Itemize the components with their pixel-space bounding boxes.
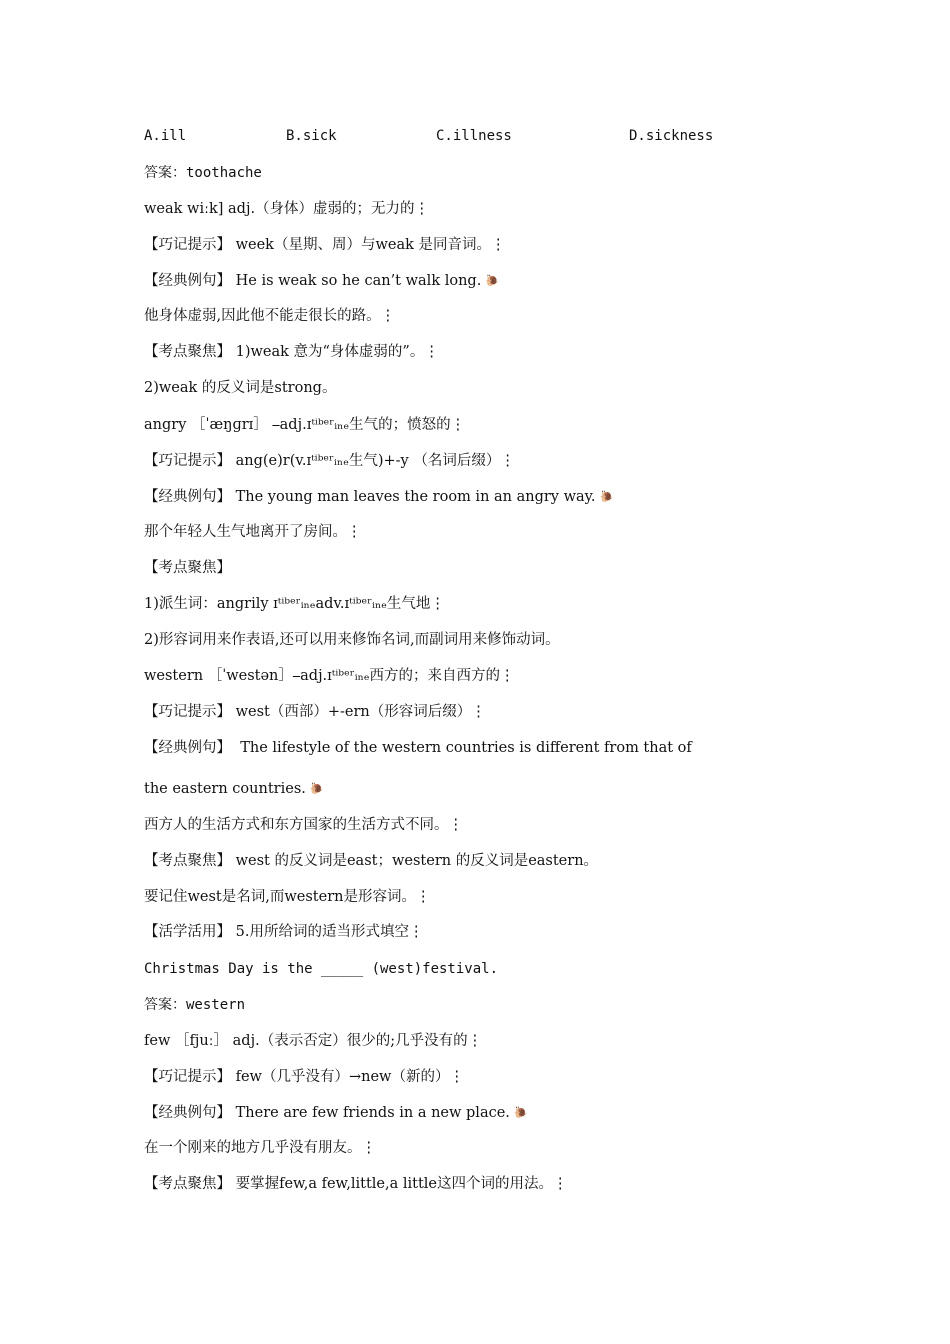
vocab-entry-western: western ［ˈwestən］⎯adj.ɪᵗⁱᵇᵉʳᵢₙₑ西方的；来自西方的⋮ — [144, 668, 515, 684]
option-d: D.sickness — [629, 128, 714, 144]
key-point: 【考点聚焦】 west 的反义词是east；western 的反义词是eastern。 — [144, 853, 599, 869]
example-mark-icon: 🐌 — [309, 782, 324, 795]
answer-line: 答案：toothache — [144, 165, 262, 181]
option-b: B.sick — [286, 128, 337, 144]
key-point: 【考点聚焦】 1)weak 意为“身体虚弱的”。⋮ — [144, 344, 439, 360]
example-sentence: 【经典例句】 The lifestyle of the western countries is different from that of — [144, 740, 692, 756]
memory-tip: 【巧记提示】 ang(e)r(v.ɪᵗⁱᵇᵉʳᵢₙₑ生气)+-y （名词后缀）⋮ — [144, 453, 515, 469]
translation: 西方人的生活方式和东方国家的生活方式不同。⋮ — [144, 817, 463, 833]
vocab-entry-angry: angry ［ˈæŋɡrɪ］ ⎯adj.ɪᵗⁱᵇᵉʳᵢₙₑ生气的；愤怒的⋮ — [144, 417, 466, 433]
memory-tip: 【巧记提示】 west（西部）+-ern（形容词后缀）⋮ — [144, 704, 486, 720]
option-c: C.illness — [436, 128, 512, 144]
example-text: 【经典例句】 He is weak so he can’t walk long. — [144, 273, 482, 289]
example-mark-icon: 🐌 — [485, 274, 500, 287]
example-text: the eastern countries. — [144, 781, 306, 797]
translation: 他身体虚弱,因此他不能走很长的路。⋮ — [144, 308, 396, 324]
key-point-detail: 2)形容词用来作表语,还可以用来修饰名词,而副词用来修饰动词。 — [144, 632, 560, 648]
practice-heading: 【活学活用】 5.用所给词的适当形式填空⋮ — [144, 924, 424, 940]
key-point-detail: 1)派生词：angrily ɪᵗⁱᵇᵉʳᵢₙₑadv.ɪᵗⁱᵇᵉʳᵢₙₑ生气地⋮ — [144, 596, 445, 612]
example-sentence — [144, 487, 613, 507]
example-mark-icon: 🐌 — [513, 1106, 528, 1119]
answer-line: 答案：western — [144, 997, 246, 1013]
practice-question: Christmas Day is the _____ (west)festival. — [144, 961, 499, 977]
option-a: A.ill — [144, 128, 187, 144]
key-point-heading: 【考点聚焦】 — [144, 560, 231, 576]
key-point-detail: 要记住west是名词,而western是形容词。⋮ — [144, 889, 431, 905]
translation: 那个年轻人生气地离开了房间。⋮ — [144, 524, 362, 540]
example-sentence — [144, 1103, 528, 1123]
example-text: 【经典例句】 There are few friends in a new place. — [144, 1105, 510, 1121]
example-sentence-cont — [144, 779, 324, 799]
example-sentence — [144, 271, 499, 291]
example-text: 【经典例句】 The young man leaves the room in an angry way. — [144, 489, 596, 505]
key-point: 【考点聚焦】 要掌握few,a few,little,a little这四个词的用法。⋮ — [144, 1176, 568, 1192]
memory-tip: 【巧记提示】 week（星期、周）与weak 是同音词。⋮ — [144, 237, 506, 253]
vocab-entry-few: few ［fjuː］ adj.（表示否定）很少的;几乎没有的⋮ — [144, 1033, 483, 1049]
vocab-entry-weak: weak wiːk] adj.（身体）虚弱的；无力的⋮ — [144, 201, 430, 217]
key-point-detail: 2)weak 的反义词是strong。 — [144, 380, 337, 396]
translation: 在一个刚来的地方几乎没有朋友。⋮ — [144, 1140, 376, 1156]
memory-tip: 【巧记提示】 few（几乎没有）→new（新的）⋮ — [144, 1069, 464, 1085]
example-mark-icon: 🐌 — [599, 490, 614, 503]
